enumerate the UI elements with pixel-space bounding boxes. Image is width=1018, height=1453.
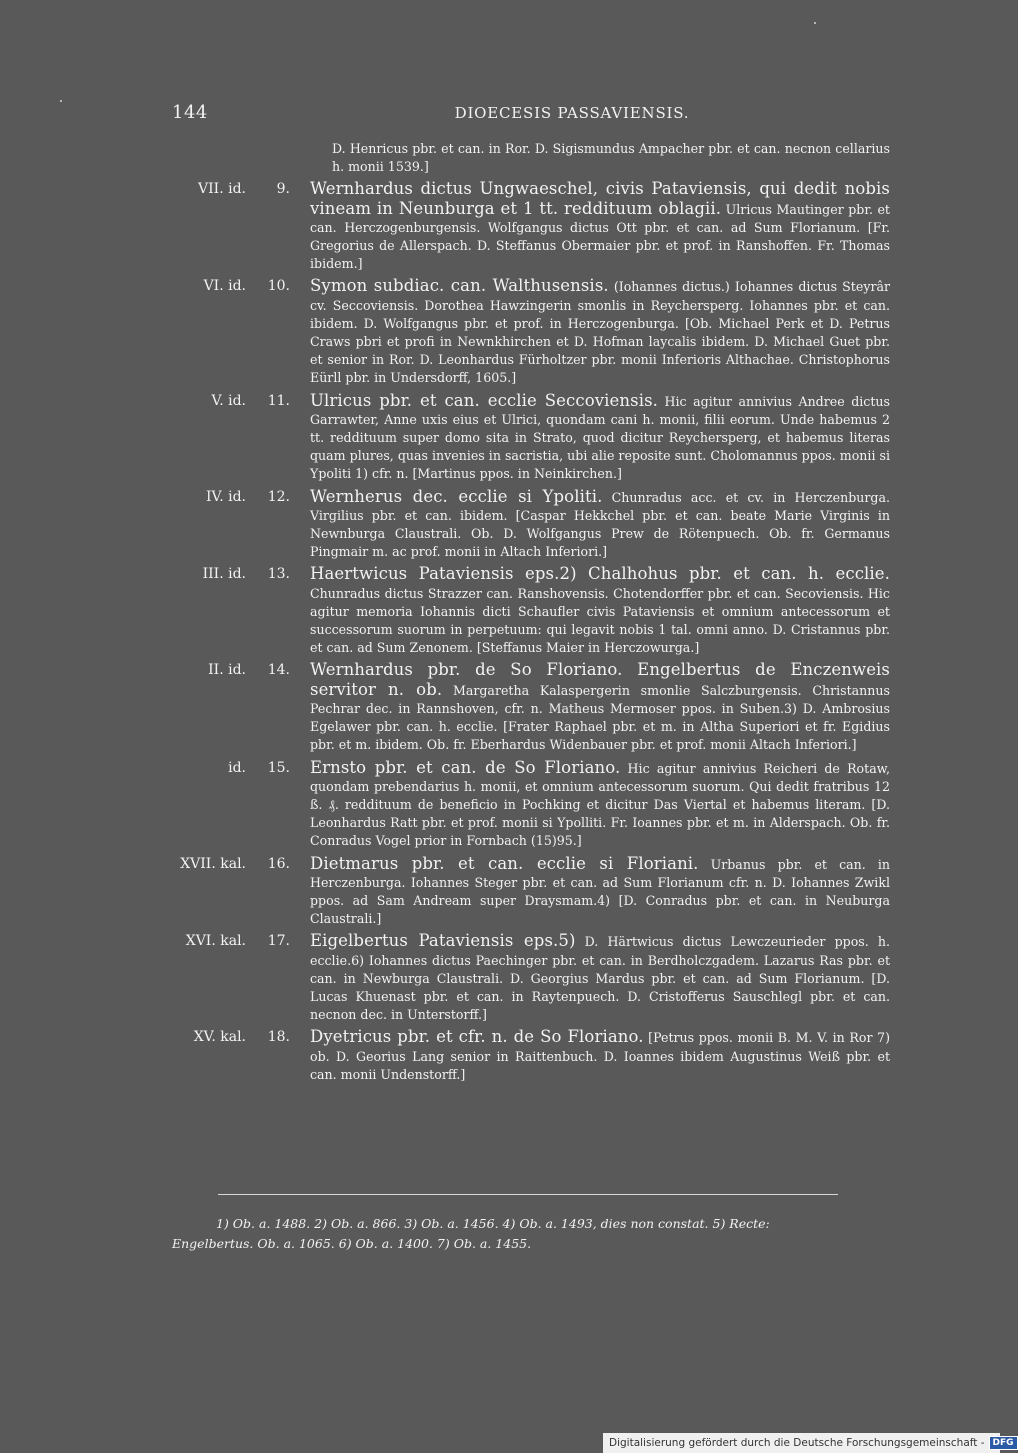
dfg-logo: DFG bbox=[989, 1436, 1018, 1450]
entry-date: II. id. bbox=[208, 662, 246, 679]
entry-day: 12. bbox=[267, 488, 290, 505]
entry-date: id. bbox=[228, 759, 246, 776]
entry-day: 11. bbox=[267, 392, 290, 409]
entry-day: 16. bbox=[267, 855, 290, 872]
entry-rest: Chunradus acc. et cv. in Herczenburga. Virgilius pbr. et can. ibidem. [Caspar Hekkchel pbr. et can. beate Marie Virginis in Newnburga Claustrali. Ob. D. Wolfgangus Prew de Rötenpuech. Ob. fr. Germanus Pingmair m. ac prof. monii in Altach Inferiori.] bbox=[310, 489, 891, 560]
entry-rest: Hic agitur annivius Andree dictus Garrawter, Anne uxis eius et Ulrici, quondam cani h. monii, filii eorum. Unde habemus 2 tt. reddituum super domo sita in Strato, quod dicitur Reychersperg, et habemus literas quam plures, quas invenies in sacristia, ubi alie reposite sunt. Cholomannus ppos. monii si Ypoliti 1) cfr. n. [Martinus ppos. in Neinkirchen.] bbox=[310, 393, 890, 482]
entry-date: III. id. bbox=[202, 566, 246, 583]
entry-day: 14. bbox=[267, 662, 290, 679]
entry-lead: Dietmarus pbr. et can. ecclie si Floriani. bbox=[310, 853, 699, 873]
necrology-entry bbox=[172, 855, 890, 929]
entry-lead: Wernhardus pbr. de So Floriano. Engelbertus de Enczenweis servitor n. ob. bbox=[310, 660, 890, 699]
entry-lead: Wernhardus dictus Ungwaeschel, civis Pataviensis, qui dedit nobis vineam in Neunburga et 1 tt. reddituum oblagii. bbox=[310, 179, 890, 218]
funding-note: Digitalisierung gefördert durch die Deutsche Forschungsgemeinschaft - bbox=[609, 1437, 985, 1449]
entry-rest: Chunradus dictus Strazzer can. Ranshovensis. Chotendorffer pbr. et can. Secoviensis. Hic agitur memoria Iohannis dicti Schaufler civis Pataviensis et omnium antecessorum et successorum suorum in perpetuum: qui legavit nobis 1 tal. omni anno. D. Cristannus pbr. et can. ad Sum Zenonem. [Steffanus Maier in Herczowurga.] bbox=[310, 585, 890, 656]
entry-text bbox=[310, 932, 890, 1024]
entry-text bbox=[310, 661, 890, 754]
entry-rest: [Petrus ppos. monii B. M. V. in Ror 7) ob. D. Georius Lang senior in Raittenbuch. D. Ioannes ibidem Augustinus Weiß pbr. et can. monii Undenstorff.] bbox=[310, 1030, 890, 1082]
entry-date: VI. id. bbox=[203, 278, 246, 295]
page-header bbox=[172, 100, 890, 126]
entry-rest: Urbanus pbr. et can. in Herczenburga. Iohannes Steger pbr. et can. ad Sum Florianum cfr. n. D. Iohannes Zwikl ppos. ad Sam Andream super Draysmam.4) [D. Conradus pbr. et can. in Neuburga Claustrali.] bbox=[310, 856, 890, 927]
entry-rest: D. Härtwicus dictus Lewczeurieder ppos. h. ecclie.6) Iohannes dictus Paechinger pbr. et can. in Berdholczgadem. Lazarus Ras pbr. et can. in Newburga Claustrali. D. Georgius Mardus pbr. et can. ad Sum Florianum. [D. Lucas Khuenast pbr. et can. in Raytenpuech. D. Cristofferus Sauschlegl pbr. et can. necnon dec. in Unterstorff.] bbox=[310, 934, 891, 1023]
entry-lead: Dyetricus pbr. et cfr. n. de So Floriano. bbox=[310, 1027, 644, 1047]
entry-day: 18. bbox=[267, 1029, 290, 1046]
entry-rest: Ulricus Mautinger pbr. et can. Herczogenburgensis. Wolfgangus dictus Ott pbr. et can. ad Sum Florianum. [Fr. Gregorius de Allerspach. D. Steffanus Obermaier pbr. et prof. in Ranshoffen. Fr. Thomas ibidem.] bbox=[310, 201, 890, 272]
entry-rest: Margaretha Kalaspergerin smonlie Salczburgensis. Christannus Pechrar dec. in Rannshoven, cfr. n. Matheus Mermoser ppos. in Suben.3) D. Ambrosius Egelawer pbr. can. h. ecclie. [Frater Raphael pbr. et m. in Altha Superiori et fr. Egidius pbr. et m. ibidem. Ob. fr. Eberhardus Widenbauer pbr. et prof. monii Altach Inferiori.] bbox=[310, 682, 890, 753]
continuation-entry bbox=[172, 140, 890, 176]
necrology-entry bbox=[172, 392, 890, 484]
footnote-divider bbox=[218, 1194, 838, 1195]
funding-footer bbox=[603, 1433, 1014, 1453]
entry-date: XV. kal. bbox=[193, 1029, 246, 1046]
necrology-entry bbox=[172, 1028, 890, 1084]
entry-day: 13. bbox=[267, 566, 290, 583]
necrology-entry bbox=[172, 661, 890, 754]
entry-day: 10. bbox=[267, 278, 290, 295]
necrology-entry bbox=[172, 488, 890, 562]
entry-lead: Wernherus dec. ecclie si Ypoliti. bbox=[310, 486, 603, 506]
footnote-line: Engelbertus. Ob. a. 1065. 6) Ob. a. 1400. 7) Ob. a. 1455. bbox=[172, 1236, 532, 1251]
entry-text bbox=[310, 488, 890, 562]
page-number: 144 bbox=[172, 102, 208, 123]
necrology-entry bbox=[172, 565, 890, 657]
necrology-entry bbox=[172, 759, 890, 851]
entry-text bbox=[310, 565, 890, 657]
necrology-entry bbox=[172, 277, 890, 387]
continuation-text: D. Henricus pbr. et can. in Ror. D. Sigismundus Ampacher pbr. et can. necnon cellarius h. monii 1539.] bbox=[332, 141, 890, 175]
entry-date: XVI. kal. bbox=[185, 933, 246, 950]
entry-text bbox=[310, 855, 890, 929]
entry-lead: Symon subdiac. can. Walthusensis. bbox=[310, 276, 609, 296]
entry-date: IV. id. bbox=[206, 488, 246, 505]
entry-date: XVII. kal. bbox=[180, 855, 246, 872]
entry-text bbox=[310, 277, 890, 387]
running-head: DIOECESIS PASSAVIENSIS. bbox=[454, 104, 690, 122]
entry-day: 9. bbox=[276, 181, 290, 198]
entry-day: 15. bbox=[267, 759, 290, 776]
entry-lead: Eigelbertus Pataviensis eps.5) bbox=[310, 931, 576, 951]
entry-rest: (Iohannes dictus.) Iohannes dictus Steyrâr cv. Seccoviensis. Dorothea Hawzingerin smonlis in Reychersperg. Iohannes pbr. et can. ibidem. D. Wolfgangus pbr. et prof. in Herczogenburga. [Ob. Michael Perk et D. Petrus Craws pbri et profi in Newnkhirchen et D. Hofman laycalis ibidem. D. Michael Guet pbr. et senior in Ror. D. Leonhardus Fürholtzer pbr. monii Inferioris Althachae. Christophorus Eürll pbr. in Undersdorff, 1605.] bbox=[310, 279, 890, 386]
scan-speck bbox=[60, 100, 62, 102]
necrology-entry bbox=[172, 180, 890, 273]
entry-date: V. id. bbox=[211, 392, 246, 409]
entry-text bbox=[310, 1028, 890, 1084]
necrology-entry bbox=[172, 932, 890, 1024]
entry-text bbox=[310, 759, 890, 851]
footnote-line: 1) Ob. a. 1488. 2) Ob. a. 866. 3) Ob. a. 1456. 4) Ob. a. 1493, dies non constat. 5) Recte: bbox=[216, 1216, 770, 1231]
entry-day: 17. bbox=[267, 933, 290, 950]
entry-text bbox=[310, 392, 890, 484]
entry-text bbox=[310, 180, 890, 273]
entry-date: VII. id. bbox=[198, 181, 246, 198]
scan-speck bbox=[814, 22, 816, 24]
necrology-body bbox=[172, 140, 890, 1088]
entry-lead: Ernsto pbr. et can. de So Floriano. bbox=[310, 757, 621, 777]
entry-lead: Haertwicus Pataviensis eps.2) Chalhohus pbr. et can. h. ecclie. bbox=[310, 564, 890, 584]
entry-lead: Ulricus pbr. et can. ecclie Seccoviensis. bbox=[310, 390, 658, 410]
entry-rest: Hic agitur annivius Reicheri de Rotaw, quondam prebendarius h. monii, et omnium antecessorum suorum. Qui dedit fratribus 12 ß. ₰. reddituum de beneficio in Pochking et dicitur Das Viertal et habemus literam. [D. Leonhardus Ratt pbr. et prof. monii si Ypolliti. Fr. Ioannes pbr. et m. in Alderspach. Ob. fr. Conradus Vogel prior in Fornbach (15)95.] bbox=[310, 760, 890, 849]
footnotes bbox=[172, 1214, 890, 1254]
